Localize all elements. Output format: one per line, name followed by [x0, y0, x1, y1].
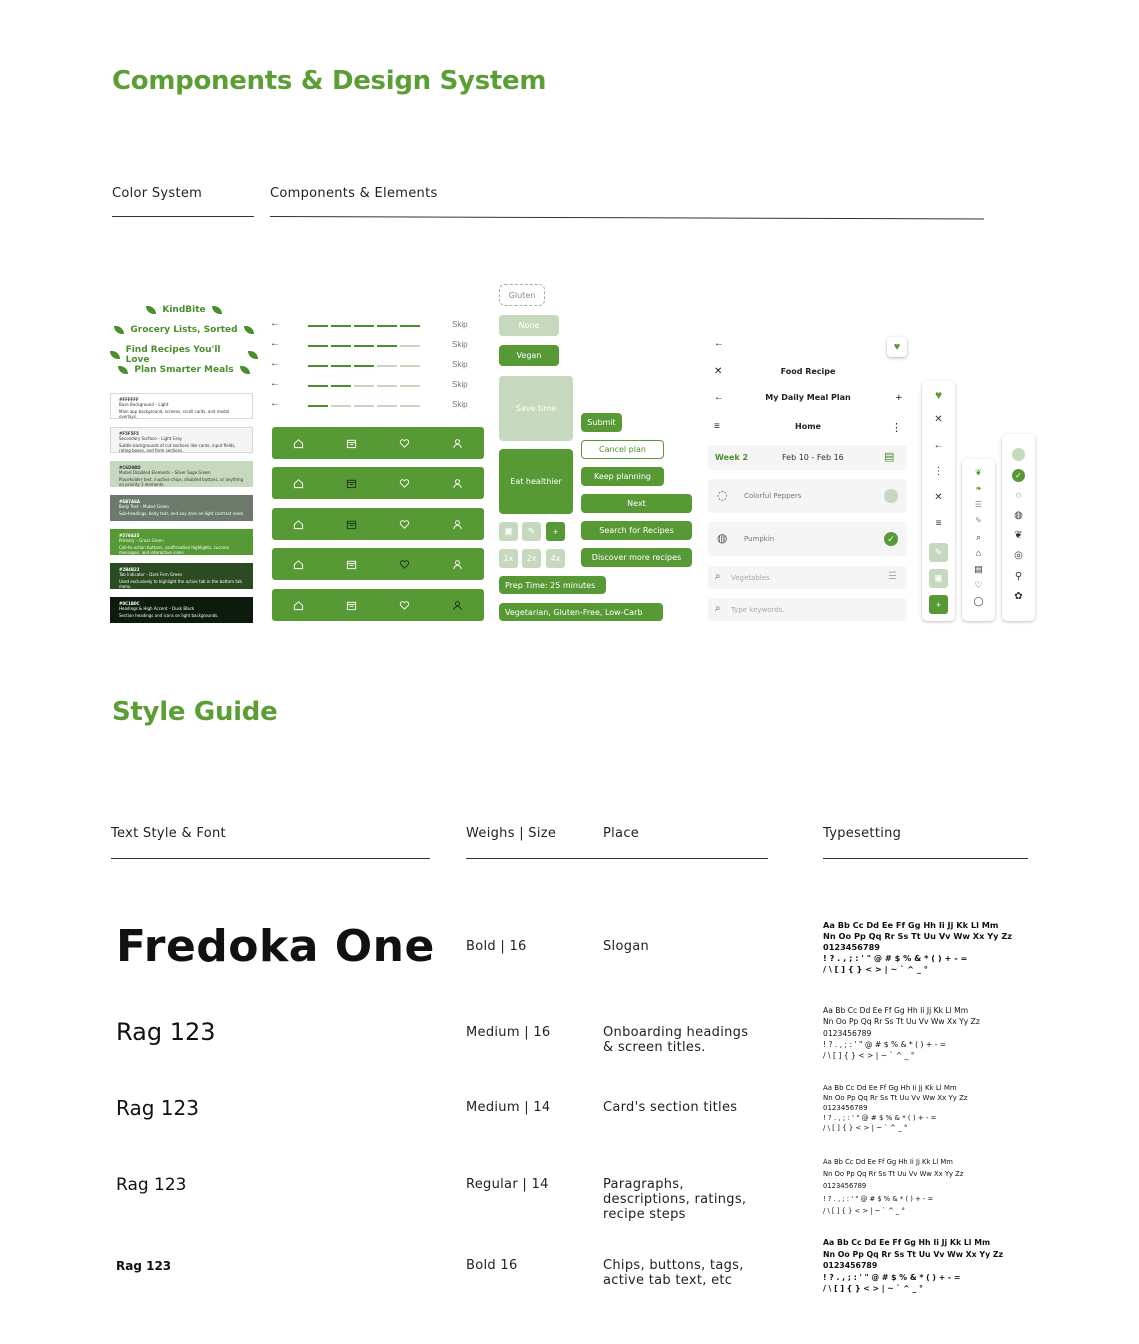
calendar-icon[interactable]: ▤ [974, 564, 983, 574]
brand-line [110, 325, 258, 335]
typeset-line: 0123456789 [823, 1104, 868, 1112]
color-swatch [110, 461, 253, 487]
brand-text: Grocery Lists, Sorted [130, 325, 238, 335]
typeset-line: Nn Oo Pp Qq Rr Ss Tt Uu Vv Ww Xx Yy Zz [823, 1249, 1004, 1259]
progress-segment [377, 385, 397, 387]
typeset-sample [823, 1005, 980, 1061]
typeset-line: ! ? . , ; : ' " @ # $ % & * ( ) + - = [823, 1272, 961, 1282]
font-sample: Rag 123 [116, 1259, 172, 1273]
calendar-icon[interactable] [346, 478, 357, 489]
brand-line [110, 365, 258, 375]
brand-line [110, 305, 258, 315]
swatch-name: Headings & High Accent – Dusk Black [119, 606, 195, 611]
plus-icon[interactable]: + [895, 392, 902, 404]
carrot-icon: ⚲ [1014, 571, 1023, 582]
back-arrow-icon[interactable]: ← [270, 378, 280, 389]
progress-segment [354, 365, 374, 367]
back-arrow-icon[interactable]: ← [714, 392, 724, 403]
search-icon: ⌕ [715, 571, 721, 582]
typesetting-header: Typesetting [823, 826, 902, 841]
progress-segment [331, 405, 351, 407]
progress-segment [354, 405, 374, 407]
progress-segment [354, 345, 374, 347]
chip-vegan[interactable]: Vegan [499, 345, 559, 366]
swatch-name: Base Background – Light [119, 402, 169, 407]
divider [270, 216, 984, 219]
swatch-name: Primary – Grass Green [119, 538, 164, 543]
font-sample: Rag 123 [116, 1018, 216, 1046]
onboarding-progress [270, 360, 470, 372]
heart-outline-icon[interactable]: ♡ [974, 580, 983, 590]
tomato-icon: ◎ [1014, 550, 1023, 561]
place: Card's section titles [603, 1100, 738, 1115]
profile-icon[interactable] [452, 478, 463, 489]
swatch-hex: #2B4B22 [119, 567, 140, 572]
swatch-hex: #0C1B0C [119, 601, 140, 606]
brand-text: Plan Smarter Meals [134, 365, 234, 375]
swatch-desc: Subtle backgrounds of cut sections like cards, input fields, rating boxes, and form sections. [119, 443, 236, 453]
onboarding-progress [270, 340, 470, 352]
filter-icon[interactable]: ☰ [974, 500, 983, 509]
typeset-line: Aa Bb Cc Dd Ee Ff Gg Hh Ii Jj Kk Ll Mm [823, 920, 999, 930]
progress-segment [377, 405, 397, 407]
progress-segment [377, 345, 397, 347]
check-circle-icon[interactable]: ✓ [884, 532, 898, 546]
check-circle-icon[interactable]: ✓ [1012, 469, 1025, 482]
text-style-header: Text Style & Font [111, 826, 226, 841]
font-sample-fredoka: Fredoka One [116, 921, 435, 972]
back-arrow-icon[interactable]: ← [270, 318, 280, 329]
typeset-line: Aa Bb Cc Dd Ee Ff Gg Hh Ii Jj Kk Ll Mm [823, 1238, 991, 1247]
font-sample: Rag 123 [116, 1096, 199, 1120]
back-arrow-icon[interactable]: ← [270, 398, 280, 409]
typeset-line: Nn Oo Pp Qq Rr Ss Tt Uu Vv Ww Xx Yy Zz [823, 1094, 968, 1102]
place: Slogan [603, 939, 650, 954]
search-placeholder: Vegetables [731, 574, 770, 582]
typeset-line: 0123456789 [823, 942, 880, 952]
weight-size: Regular | 14 [466, 1177, 549, 1192]
back-row [710, 338, 906, 354]
date-range: Feb 10 - Feb 16 [782, 453, 844, 462]
typeset-line: ! ? . , ; : ' " @ # $ % & * ( ) + - = [823, 1039, 947, 1049]
skip-link[interactable]: Skip [452, 380, 468, 389]
typeset-sample [823, 920, 1012, 975]
progress-segment [377, 365, 397, 367]
color-swatch [110, 427, 253, 453]
typeset-line: / \ [ ] { } < > | ~ ` ^ _ ° [823, 964, 928, 974]
divider [111, 858, 430, 859]
swatch-desc: Main app background, screens, scroll cards, and modal overlays. [119, 409, 230, 419]
typeset-line: Nn Oo Pp Qq Rr Ss Tt Uu Vv Ww Xx Yy Zz [823, 931, 1013, 941]
typeset-line: / \ [ ] { } < > | ~ ` ^ _ ° [823, 1206, 905, 1215]
next-button[interactable]: Next [581, 494, 692, 513]
color-swatch [110, 597, 253, 623]
typeset-line: Nn Oo Pp Qq Rr Ss Tt Uu Vv Ww Xx Yy Zz [823, 1017, 980, 1027]
heart-icon[interactable] [399, 478, 410, 489]
color-swatch [110, 563, 253, 589]
meal-plan-header [710, 392, 906, 408]
typeset-line: ! ? . , ; : ' " @ # $ % & * ( ) + - = [823, 953, 968, 963]
typeset-line: / \ [ ] { } < > | ~ ` ^ _ ° [823, 1051, 915, 1061]
pepper-icon: ◌ [1015, 490, 1022, 501]
home-icon[interactable]: ⌂ [975, 548, 982, 558]
bottom-tab-bar [272, 467, 484, 499]
components-heading: Components & Elements [270, 186, 438, 201]
place: Chips, buttons, tags, active tab text, etc [603, 1258, 744, 1288]
profile-icon[interactable] [452, 438, 463, 449]
bottom-tab-bar [272, 589, 484, 621]
week-selector[interactable] [708, 445, 907, 470]
color-swatch [110, 529, 253, 555]
swatch-hex: #C6D8BD [119, 465, 141, 470]
color-swatch [110, 495, 253, 521]
leaf-icon [244, 326, 254, 334]
home-icon[interactable] [293, 559, 304, 570]
swatch-hex: #579A35 [119, 533, 140, 538]
leaf-icon [240, 366, 250, 374]
header-title: My Daily Meal Plan [765, 393, 851, 402]
page-title: Components & Design System [112, 66, 547, 96]
profile-icon[interactable] [452, 519, 463, 530]
list-item[interactable] [708, 479, 907, 513]
typeset-sample [823, 1083, 968, 1133]
calendar-icon[interactable]: ▤ [884, 450, 895, 463]
brand-text: KindBite [162, 305, 206, 315]
goal-eat-healthier[interactable]: Eat healthier [499, 449, 573, 514]
typeset-line: ! ? . , ; : ' " @ # $ % & * ( ) + - = [823, 1114, 937, 1122]
heart-icon[interactable] [399, 600, 410, 611]
home-header [710, 421, 906, 437]
typeset-sample [823, 1237, 1003, 1295]
week-label: Week 2 [715, 453, 749, 462]
discover-more-button[interactable]: Discover more recipes [581, 548, 692, 567]
profile-icon[interactable] [452, 600, 463, 611]
typeset-line: / \ [ ] { } < > | ~ ` ^ _ ° [823, 1284, 923, 1293]
place: Paragraphs, descriptions, ratings, recipe steps [603, 1177, 747, 1222]
goal-save-time[interactable]: Save time [499, 376, 573, 441]
typeset-line: 0123456789 [823, 1028, 872, 1038]
progress-segment [308, 385, 328, 387]
bottom-tab-bar [272, 508, 484, 540]
leaf-filled-icon: ❧ [975, 484, 982, 493]
broccoli-icon: ✿ [1014, 591, 1023, 602]
leafy-green-icon: ❦ [1014, 530, 1023, 541]
weight-size: Bold 16 [466, 1258, 518, 1273]
progress-segment [354, 385, 374, 387]
progress-segment [377, 325, 397, 327]
diet-tag: Vegetarian, Gluten-Free, Low-Carb [499, 603, 663, 621]
filter-icon[interactable]: ☰ [888, 571, 897, 582]
brand-text: Find Recipes You'll Love [125, 345, 221, 365]
swatch-desc: Used exclusively to highlight the active tab in the bottom tab menu. [119, 579, 242, 589]
leaf-icon [114, 326, 124, 334]
header-title: Food Recipe [780, 367, 836, 376]
swatch-desc: Sub-headings, body text, and any dark-on-light contrast need. [119, 511, 244, 516]
progress-segment [400, 365, 420, 367]
progress-segment [354, 325, 374, 327]
pepper-icon: ◌ [717, 488, 728, 502]
chip-none[interactable]: None [499, 315, 559, 336]
back-arrow-icon[interactable]: ← [270, 358, 280, 369]
search-input[interactable] [708, 598, 907, 621]
prep-time-tag: Prep Time: 25 minutes [499, 576, 606, 594]
brand-line [110, 345, 258, 365]
unchecked-circle-icon[interactable] [1012, 448, 1025, 461]
icon-strip-outline [962, 459, 995, 621]
progress-segment [308, 325, 328, 327]
close-icon[interactable]: ✕ [714, 366, 723, 377]
search-recipes-button[interactable]: Search for Recipes [581, 521, 692, 540]
calendar-icon[interactable] [346, 559, 357, 570]
unchecked-circle-icon[interactable] [884, 489, 898, 503]
list-item[interactable] [708, 522, 907, 556]
swatch-hex: #6B7A6A [119, 499, 140, 504]
font-sample: Rag 123 [116, 1175, 187, 1195]
weight-size: Medium | 14 [466, 1100, 551, 1115]
swatch-desc: Section headings and icons on light backgrounds. [119, 613, 219, 618]
edit-icon[interactable]: ✎ [975, 516, 982, 525]
heart-icon[interactable] [399, 519, 410, 530]
submit-button[interactable]: Submit [581, 413, 622, 432]
swatch-name: Tab Indicator – Dark Fern Green [119, 572, 183, 577]
skip-link[interactable]: Skip [452, 340, 468, 349]
speed-1x[interactable]: 1x [499, 549, 518, 568]
swatch-hex: #FFFFFF [119, 397, 139, 402]
style-guide-heading: Style Guide [112, 697, 278, 727]
heart-icon: ♥ [893, 341, 901, 353]
favorite-heart-button[interactable] [887, 337, 907, 357]
chip-gluten[interactable]: Gluten [499, 284, 545, 306]
home-icon[interactable] [293, 478, 304, 489]
progress-segment [308, 365, 328, 367]
progress-segment [400, 345, 420, 347]
place-header: Place [603, 826, 640, 841]
leaf-icon [248, 351, 258, 359]
edit-icon-button[interactable]: ✎ [522, 522, 541, 541]
home-icon[interactable] [293, 519, 304, 530]
typeset-line: 0123456789 [823, 1182, 867, 1191]
typeset-line: 0123456789 [823, 1261, 878, 1270]
search-icon: ⌕ [715, 603, 721, 614]
typeset-line: Aa Bb Cc Dd Ee Ff Gg Hh Ii Jj Kk Ll Mm [823, 1006, 969, 1015]
close-icon[interactable]: ✕ [934, 492, 943, 503]
leaf-icon [146, 306, 156, 314]
search-icon[interactable]: ⌕ [975, 532, 982, 542]
divider [466, 858, 768, 859]
home-icon[interactable] [293, 438, 304, 449]
color-swatch [110, 393, 253, 419]
onboarding-progress [270, 320, 470, 332]
progress-segment [308, 405, 328, 407]
weight-size: Bold | 16 [466, 939, 527, 954]
more-vertical-icon[interactable]: ⋮ [891, 422, 902, 434]
onboarding-progress [270, 400, 470, 412]
leaf-icon [110, 351, 120, 359]
skip-link[interactable]: Skip [452, 400, 468, 409]
swatch-hex: #F5F5F5 [119, 431, 139, 436]
progress-segment [308, 345, 328, 347]
calendar-icon[interactable] [346, 519, 357, 530]
color-system-heading: Color System [112, 186, 203, 201]
progress-segment [331, 325, 351, 327]
cancel-plan-button[interactable]: Cancel plan [581, 440, 664, 459]
onboarding-progress [270, 380, 470, 392]
calendar-icon[interactable] [346, 600, 357, 611]
bottom-tab-bar [272, 427, 484, 459]
header-title: Home [795, 422, 821, 431]
leaf-icon: ❦ [975, 468, 982, 477]
divider [112, 216, 254, 217]
home-icon[interactable] [293, 600, 304, 611]
swatch-name: Secondary Surface – Light Gray [119, 436, 183, 441]
heart-icon[interactable] [399, 559, 410, 570]
progress-segment [400, 385, 420, 387]
leaf-icon [212, 306, 222, 314]
more-vertical-icon[interactable]: ⋮ [933, 466, 944, 477]
menu-icon[interactable]: ≡ [714, 421, 720, 432]
speed-4x[interactable]: 4x [546, 549, 565, 568]
swatch-desc: Placeholder text, inactive chips, disabled buttons, or anything on priority 3 elements. [119, 477, 244, 487]
typeset-line: ! ? . , ; : ' " @ # $ % & * ( ) + - = [823, 1194, 934, 1203]
plus-icon-button[interactable]: + [929, 595, 948, 614]
calendar-icon[interactable] [346, 438, 357, 449]
keep-planning-button[interactable]: Keep planning [581, 467, 664, 486]
pumpkin-icon: ◍ [1014, 510, 1023, 521]
skip-link[interactable]: Skip [452, 360, 468, 369]
pumpkin-icon: ◍ [717, 531, 728, 545]
weighs-header: Weighs | Size [466, 826, 557, 841]
swatch-name: Muted Disabled Elements – Silver Sage Green [119, 470, 211, 475]
back-arrow-icon[interactable]: ← [933, 440, 944, 451]
progress-segment [331, 345, 351, 347]
heart-icon[interactable]: ♥ [934, 388, 943, 402]
progress-segment [331, 385, 351, 387]
swatch-name: Body Text – Muted Green [119, 504, 169, 509]
divider [823, 858, 1028, 859]
heart-icon[interactable] [399, 438, 410, 449]
back-arrow-icon[interactable]: ← [270, 338, 280, 349]
typeset-sample [823, 1156, 963, 1217]
close-icon[interactable]: ✕ [934, 414, 943, 425]
back-arrow-icon[interactable]: ← [714, 338, 724, 349]
swatch-desc: Call-to-action buttons, confirmation highlights, success messages, and interactive icons. [119, 545, 230, 555]
skip-link[interactable]: Skip [452, 320, 468, 329]
image-icon-button[interactable]: ▣ [929, 569, 948, 588]
search-placeholder: Type keywords. [731, 606, 785, 614]
image-icon-button[interactable]: ▣ [499, 522, 518, 541]
icon-strip-food [1002, 434, 1035, 621]
progress-segment [400, 405, 420, 407]
bottom-tab-bar [272, 548, 484, 580]
speed-2x[interactable]: 2x [522, 549, 541, 568]
weight-size: Medium | 16 [466, 1025, 551, 1040]
place: Onboarding headings & screen titles. [603, 1025, 749, 1055]
typeset-line: Nn Oo Pp Qq Rr Ss Tt Uu Vv Ww Xx Yy Zz [823, 1170, 964, 1179]
item-label: Pumpkin [744, 535, 775, 543]
menu-icon[interactable]: ≡ [935, 518, 942, 529]
typeset-line: Aa Bb Cc Dd Ee Ff Gg Hh Ii Jj Kk Ll Mm [823, 1084, 957, 1092]
icon-strip-actions [922, 381, 955, 621]
leaf-icon [118, 366, 128, 374]
edit-icon-button[interactable]: ✎ [929, 543, 948, 562]
food-recipe-header [710, 366, 906, 382]
progress-segment [400, 325, 420, 327]
typeset-line: Aa Bb Cc Dd Ee Ff Gg Hh Ii Jj Kk Ll Mm [823, 1158, 953, 1166]
plus-icon-button[interactable]: + [546, 522, 565, 541]
progress-segment [331, 365, 351, 367]
profile-icon[interactable] [452, 559, 463, 570]
profile-icon[interactable]: ◯ [973, 596, 984, 606]
search-input[interactable] [708, 566, 907, 589]
item-label: Colorful Peppers [744, 492, 802, 500]
typeset-line: / \ [ ] { } < > | ~ ` ^ _ ° [823, 1124, 908, 1132]
